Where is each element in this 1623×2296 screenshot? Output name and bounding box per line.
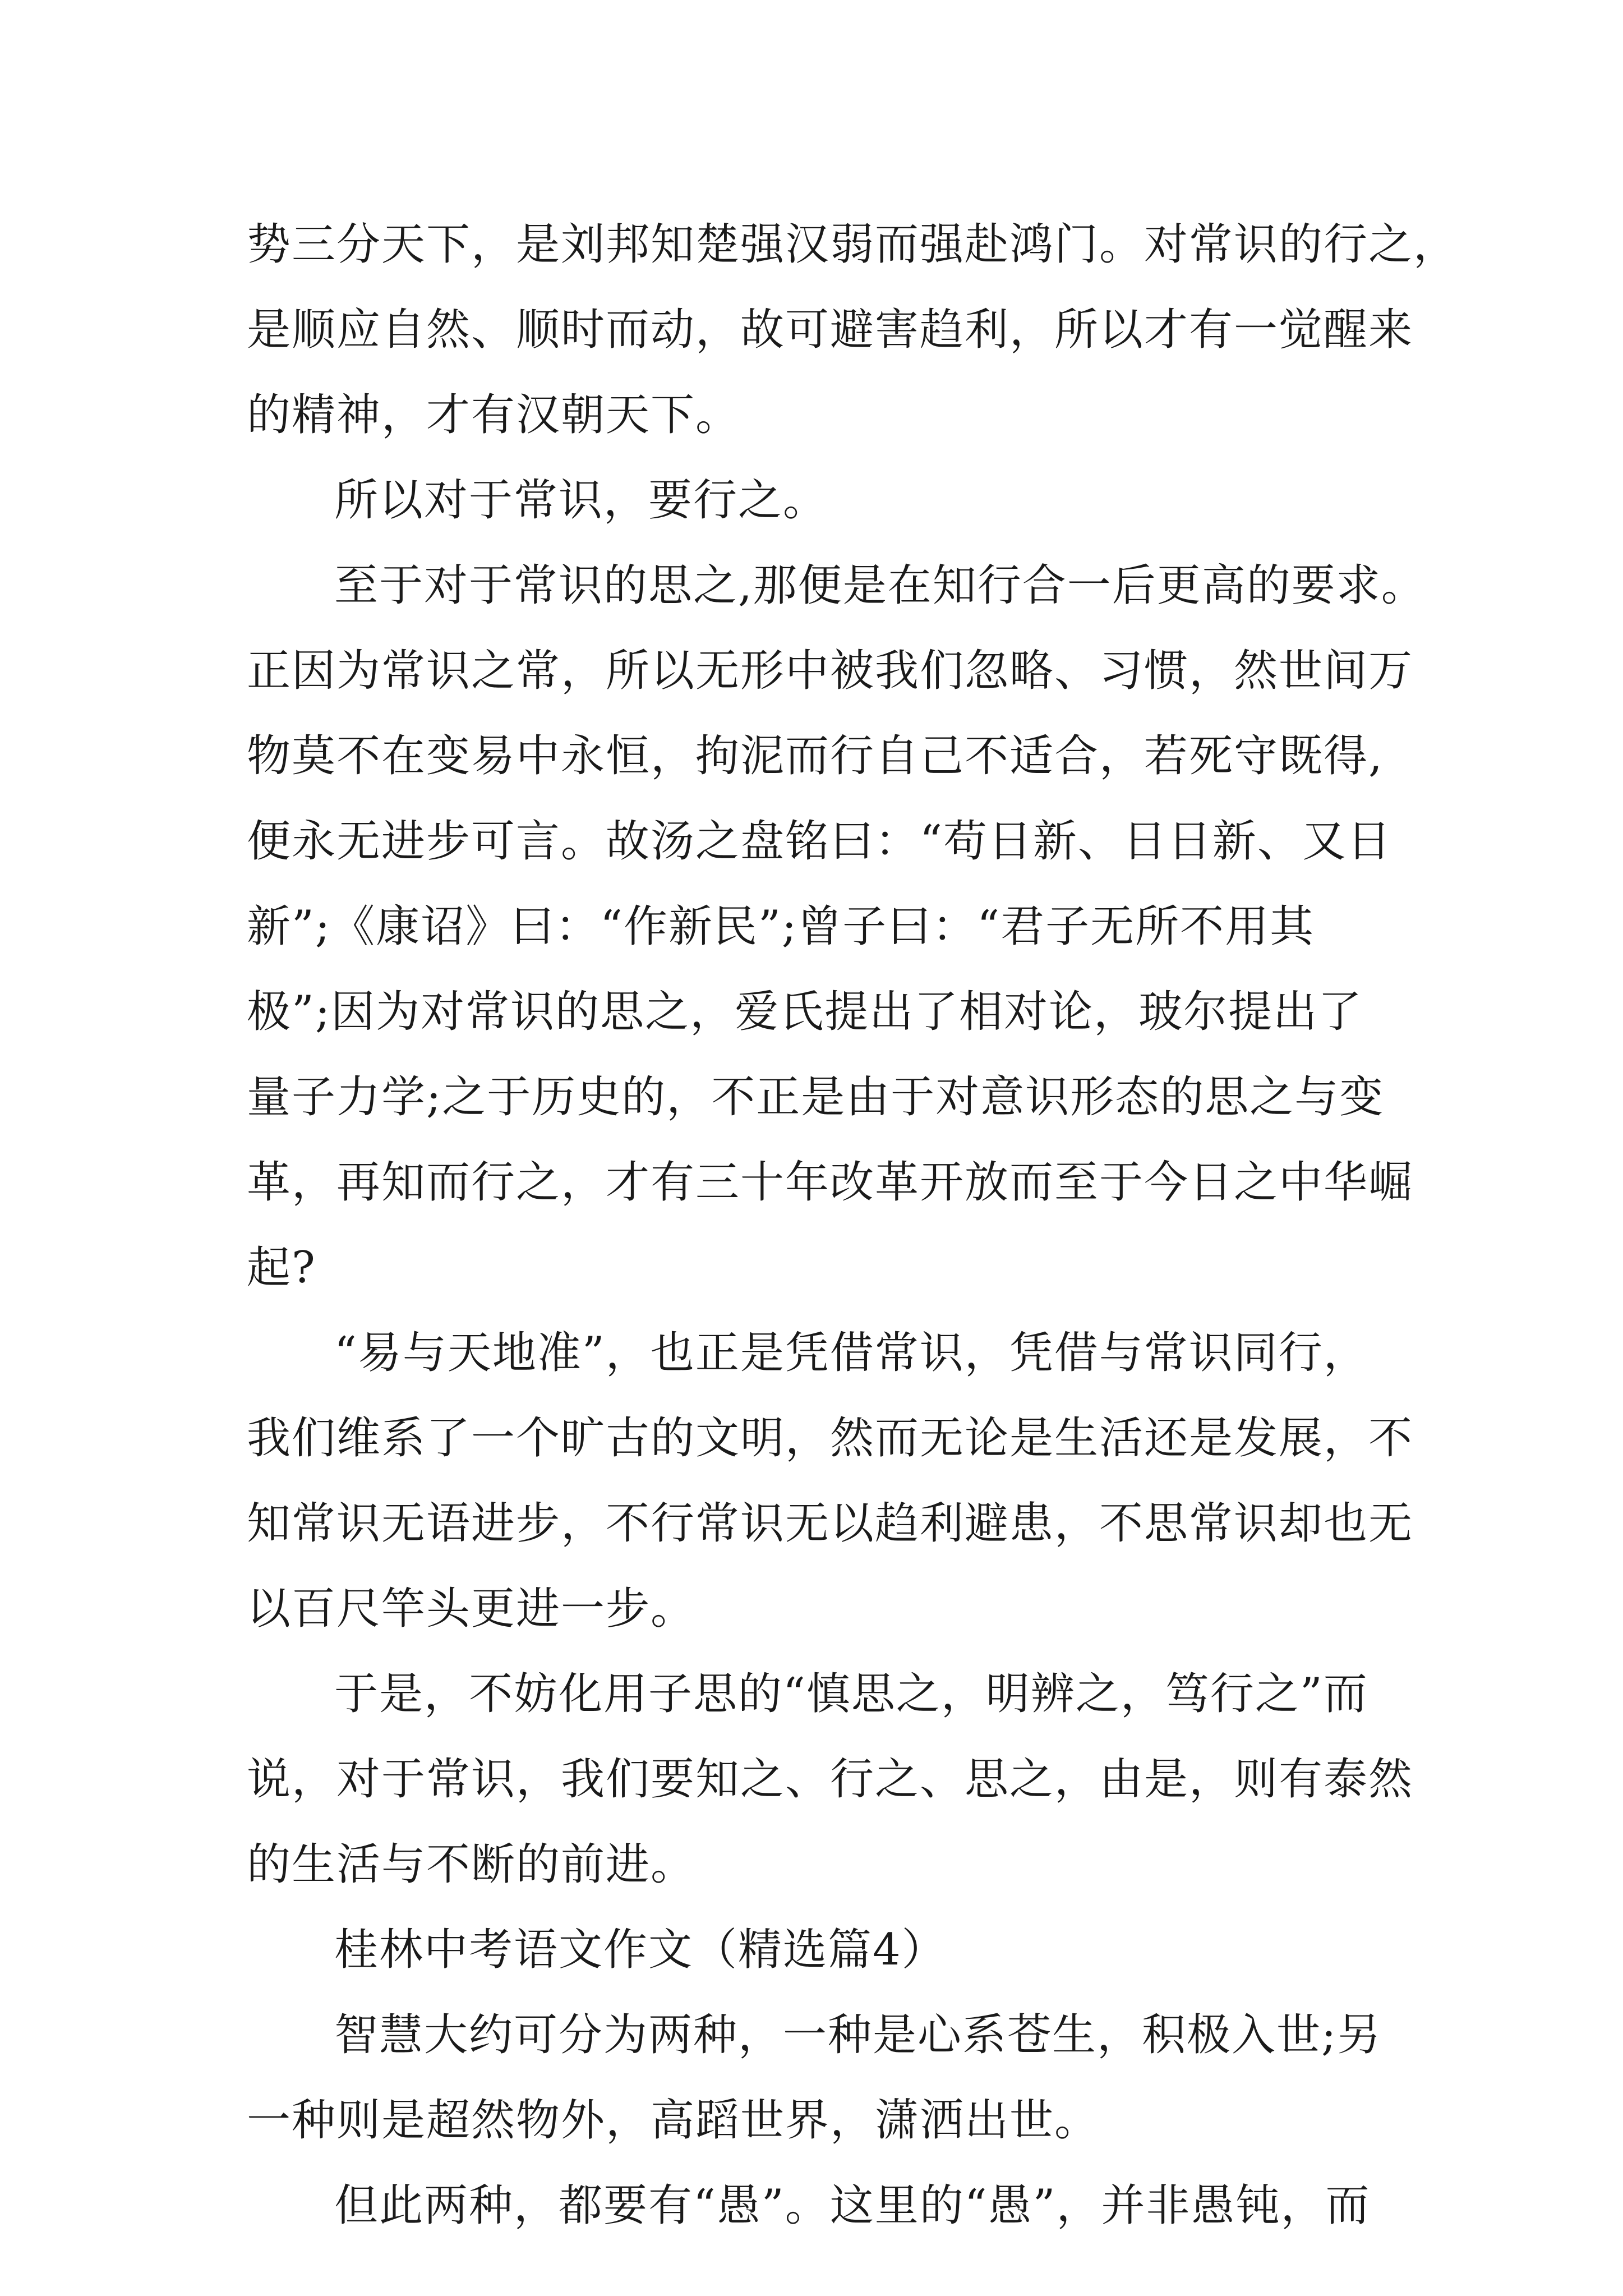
document-body xyxy=(247,202,1459,2248)
text-line: 桂林中考语文作文（精选篇4） xyxy=(334,1925,947,1975)
text-line: 革，再知而行之，才有三十年改革开放而至于今日之中华崛 xyxy=(247,1157,1414,1208)
text-line: 量子力学;之于历史的，不正是由于对意识形态的思之与变 xyxy=(247,1072,1385,1122)
text-line: 知常识无语进步，不行常识无以趋利避患，不思常识却也无 xyxy=(247,1498,1414,1549)
text-line: 于是，不妨化用子思的“慎思之，明辨之，笃行之”而 xyxy=(334,1669,1368,1719)
paragraph xyxy=(247,1310,1414,1651)
text-line: 说，对于常识，我们要知之、行之、思之，由是，则有泰然 xyxy=(247,1754,1414,1805)
text-line: 是顺应自然、顺时而动，故可避害趋利，所以才有一觉醒来 xyxy=(247,305,1414,355)
paragraph xyxy=(247,2163,1402,2248)
text-line: “易与天地准”，也正是凭借常识，凭借与常识同行， xyxy=(334,1328,1368,1378)
text-line: 智慧大约可分为两种，一种是心系苍生，积极入世;另 xyxy=(334,2010,1382,2060)
text-line: 的生活与不断的前进。 xyxy=(247,1839,696,1890)
paragraph xyxy=(247,458,1402,543)
paragraph xyxy=(247,202,1459,458)
paragraph xyxy=(247,1993,1402,2163)
paragraph xyxy=(247,1651,1414,1907)
text-line: 的精神，才有汉朝天下。 xyxy=(247,390,741,440)
text-line: 势三分天下，是刘邦知楚强汉弱而强赴鸿门。对常识的行之， xyxy=(247,219,1459,270)
text-line: 一种则是超然物外，高蹈世界，潇洒出世。 xyxy=(247,2095,1100,2146)
text-line: 我们维系了一个旷古的文明，然而无论是生活还是发展，不 xyxy=(247,1413,1414,1464)
text-line: 物莫不在变易中永恒，拘泥而行自己不适合，若死守既得, xyxy=(247,731,1384,781)
paragraph xyxy=(247,1907,1402,1993)
text-line: 新”;《康诏》曰：“作新民”;曾子曰：“君子无所不用其 xyxy=(247,901,1315,952)
text-line: 以百尺竿头更进一步。 xyxy=(247,1584,696,1634)
text-line: 至于对于常识的思之,那便是在知行合一后更高的要求。 xyxy=(334,560,1426,611)
text-line: 但此两种，都要有“愚”。这里的“愚”，并非愚钝，而 xyxy=(334,2180,1371,2231)
text-line: 便永无进步可言。故汤之盘铭曰：“苟日新、日日新、又日 xyxy=(247,816,1392,867)
text-line: 极”;因为对常识的思之，爱氏提出了相对论，玻尔提出了 xyxy=(247,987,1363,1037)
text-line: 正因为常识之常，所以无形中被我们忽略、习惯，然世间万 xyxy=(247,646,1414,696)
text-line: 起? xyxy=(247,1243,316,1293)
paragraph xyxy=(247,543,1426,1310)
text-line: 所以对于常识，要行之。 xyxy=(334,475,828,526)
